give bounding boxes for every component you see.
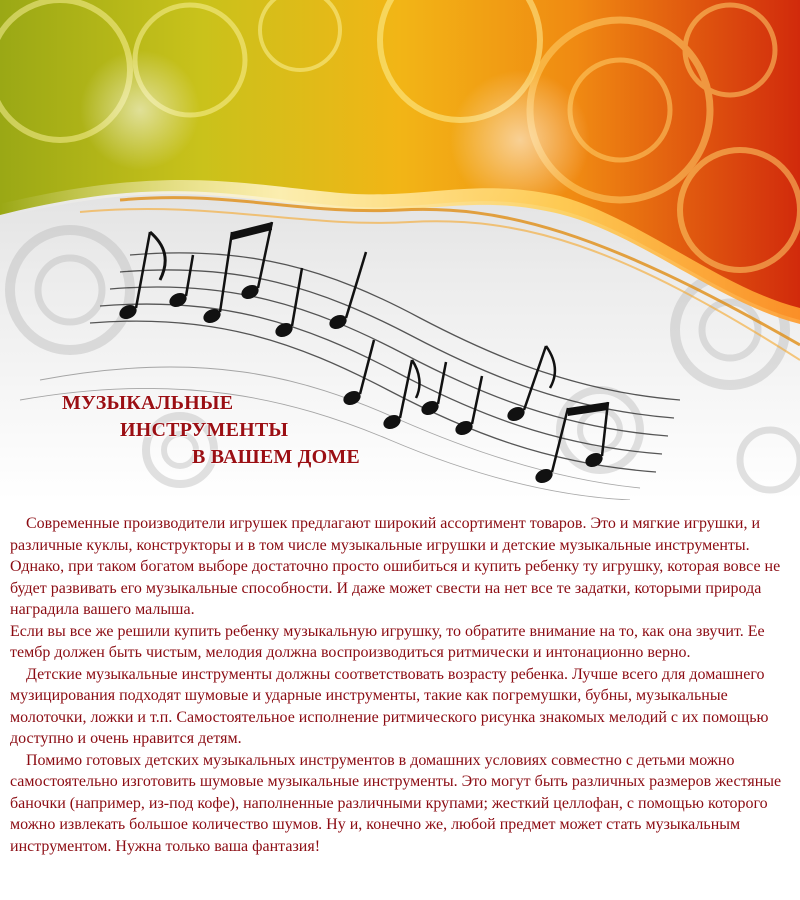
page-title-line-1: МУЗЫКАЛЬНЫЕ [62, 392, 234, 414]
article-body [10, 513, 792, 857]
paragraph-1: Современные производители игрушек предлагают широкий ассортимент товаров. Это и мягкие игрушки, и различные куклы, конструкторы и в том числе музыкальные игрушки и детские музыкальные инструменты. Однако, при таком богатом выборе достаточно просто ошибиться и купить ребенку ту игрушку, которая вовсе не будет развивать его музыкальные способности. И даже может свести на нет все те задатки, которыми природа наградила вашего малыша. [10, 515, 781, 618]
page-title-line-3: В ВАШЕМ ДОМЕ [192, 446, 360, 468]
paragraph-3: Детские музыкальные инструменты должны соответствовать возрасту ребенка. Лучше всего для домашнего музицирования подходят шумовые и ударные инструменты, такие как погремушки, бубны, музыкальные молоточки, ложки и т.п. Самостоятельное исполнение ритмического рисунка знакомых мелодий с их помощью доступно и очень нравится детям. [10, 665, 769, 747]
page-title-line-2: ИНСТРУМЕНТЫ [120, 419, 289, 441]
paragraph-4: Помимо готовых детских музыкальных инструментов в домашних условиях совместно с детьми можно самостоятельно изготовить шумовые музыкальные инструменты. Это могут быть различных размеров жестяные баночки (например, из-под кофе), наполненные различными крупами; жесткий целлофан, с помощью которого можно извлекать большое количество шумов. Ну и, конечно же, любой предмет может стать музыкальным инструментом. Нужна только ваша фантазия! [10, 751, 782, 855]
paragraph-2: Если вы все же решили купить ребенку музыкальную игрушку, то обратите внимание на то, как она звучит. Ее тембр должен быть чистым, мелодия должна воспроизводиться ритмически и интонационно верно. [10, 622, 765, 661]
